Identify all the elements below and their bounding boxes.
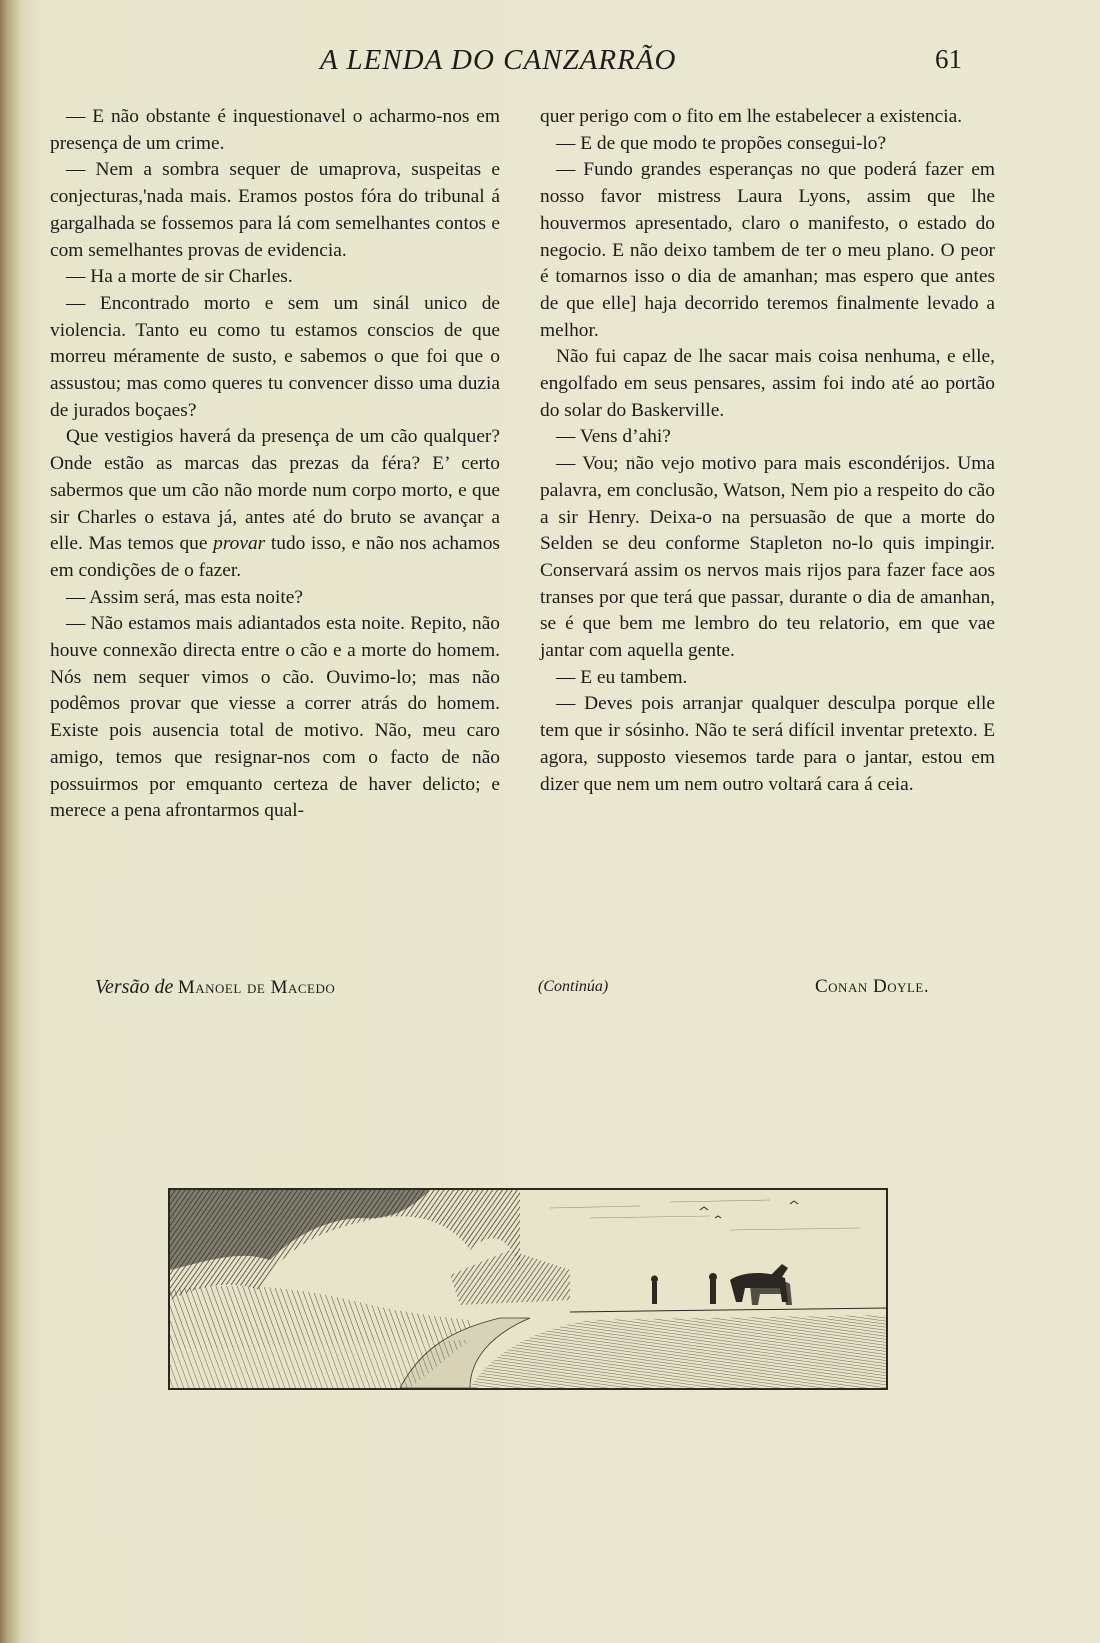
left-column [50, 104, 500, 825]
paragraph: — Vou; não vejo motivo para mais escondérijos. Uma palavra, em conclusão, Watson, Nem pio a respeito do cão a sir Henry. Deixa-o na persuasão de que a morte do Selden se deu conforme Stapleton no-lo quis impingir. Conservará assim os nervos mais rijos para fazer face aos transes por que terá que passar, durante o dia de amanhan, se é que bem me lembro do teu relatorio, em que vae jantar com aquella gente. [540, 453, 995, 662]
paragraph: — Não estamos mais adiantados esta noite. Repito, não houve connexão directa entre o cão e a morte do homem. Nós nem sequer vimos o cão. Ouvimo-lo; mas não podêmos provar que viesse a correr atrás do homem. Existe pois ausencia total de motivo. Não, meu caro amigo, temos que resignar-nos com o facto de não possuirmos por emquanto certeza de haver delicto; e merece a pena afrontarmos qual- [50, 613, 500, 822]
paragraph-text: Que vestigios haverá da presença de um cão qualquer? Onde estão as marcas das prezas da féra? E’ certo sabermos que um cão não morde num corpo morto, e que sir Charles o estava já, antes até do bruto se avançar a elle. Mas temos que [50, 426, 500, 555]
translator-name: Manoel de Macedo [177, 977, 336, 998]
paragraph: — E eu tambem. [556, 666, 688, 688]
article-footer [0, 976, 1100, 1006]
page-number: 61 [935, 44, 962, 74]
page-header [0, 40, 1100, 80]
paragraph [50, 424, 500, 584]
paragraph: quer perigo com o fito em lhe estabelecer a existencia. [540, 106, 963, 127]
paragraph: — Nem a sombra sequer de umaprova, suspeitas e conjecturas,'nada mais. Eramos postos fóra do tribunal á gargalhada se fossemos para lá com semelhantes contos e com semelhantes provas de evidencia. [50, 159, 500, 261]
paragraph: — E não obstante é inquestionavel o acharmo-nos em presença de um crime. [50, 106, 500, 154]
emphasis: provar [213, 533, 266, 555]
paragraph: — Deves pois arranjar qualquer desculpa porque elle tem que ir sósinho. Não te será difícil inventar pretexto. E agora, supposto viesemos tarde para o jantar, estou em dizer que nem um nem outro voltará cara á ceia. [540, 693, 995, 795]
engraving-illustration [170, 1190, 886, 1388]
paragraph: — E de que modo te propões consegui-lo? [556, 132, 887, 154]
paragraph: Não fui capaz de lhe sacar mais coisa nenhuma, e elle, engolfado em seus pensares, assim foi indo até ao portão do solar do Baskerville. [540, 346, 995, 421]
paragraph-text: tudo isso, e não nos achamos em condições de o fazer. [50, 533, 500, 581]
right-column [540, 104, 995, 798]
paragraph: — Fundo grandes esperanças no que poderá fazer em nosso favor mistress Laura Lyons, assim que lhe houvermos apresentado, claro o manifesto, o estado do negocio. E não deixo tambem de ter o meu plano. O peor é tomarnos isso o dia de amanhan; mas espero que antes de que elle] haja decorrido teremos finalmente levado a melhor. [540, 159, 995, 341]
running-title: A LENDA DO CANZARRÃO [320, 44, 677, 76]
landscape-engraving [168, 1188, 888, 1390]
paragraph: — Vens d’ahi? [556, 426, 671, 448]
translator-label: Versão de [95, 976, 174, 998]
continued-note: (Continúa) [538, 978, 609, 995]
paragraph: — Ha a morte de sir Charles. [66, 266, 293, 288]
translator-credit [95, 976, 335, 999]
paragraph: — Encontrado morto e sem um sinál unico de violencia. Tanto eu como tu estamos conscios de que morreu méramente de susto, e sabemos o que foi que o assustou; mas como queres tu convencer disso uma duzia de jurados boçaes? [50, 292, 500, 421]
paragraph: — Assim será, mas esta noite? [66, 586, 303, 608]
author-credit: Conan Doyle. [815, 976, 930, 997]
